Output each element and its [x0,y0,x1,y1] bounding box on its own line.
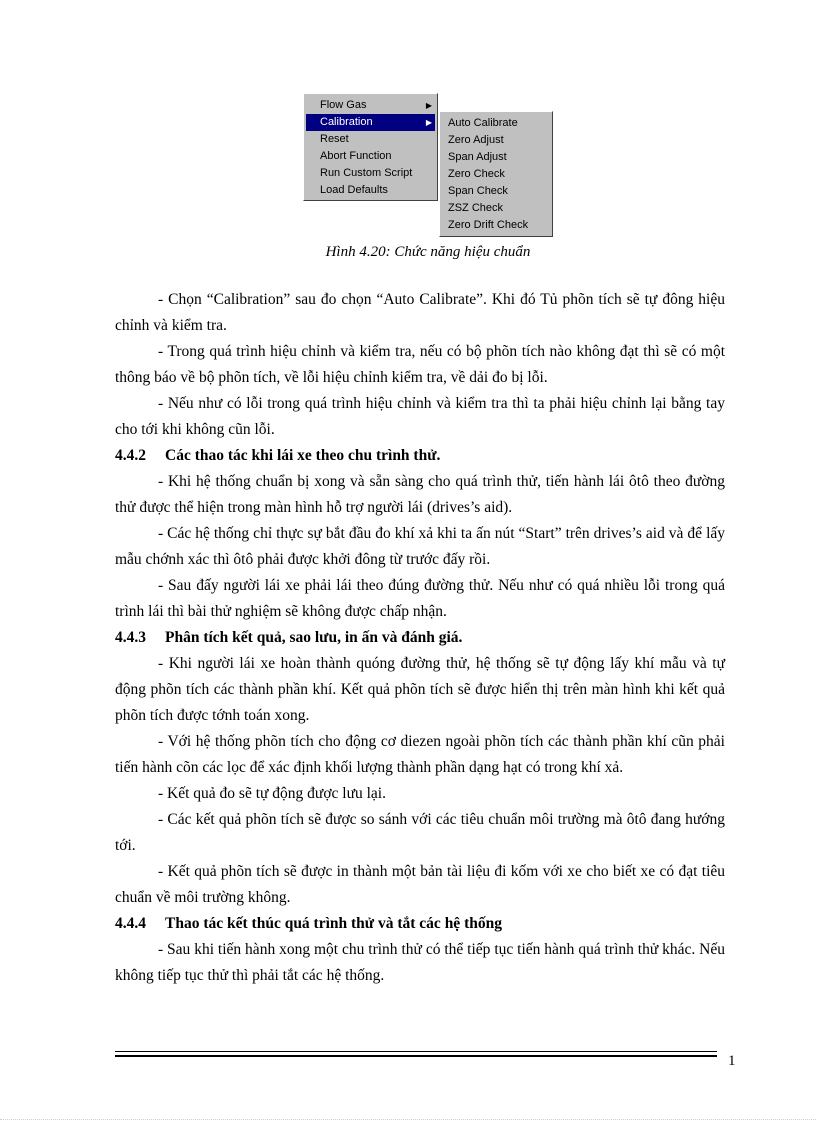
menu-item-label: Abort Function [320,150,392,162]
submenu-item-zero-drift-check[interactable]: Zero Drift Check [448,219,529,231]
paragraph: - Các hệ thống chỉ thực sự bắt đầu đo khí xả khi ta ấn nút “Start” trên drives’s aid và để lấy mẫu chớnh xác thì ôtô phải được khởi đông từ trước đấy rồi. [115,525,725,568]
submenu-item-zsz-check[interactable]: ZSZ Check [448,202,504,214]
paragraph: - Khi hệ thống chuẩn bị xong và sẵn sàng cho quá trình thử, tiến hành lái ôtô theo đường thử được thể hiện trong màn hình hỗ trợ người lái (drives’s aid). [115,473,725,516]
section-number: 4.4.3 [115,629,146,646]
submenu-arrow-icon: ▶ [425,118,432,127]
paragraph: - Kết quả đo sẽ tự động được lưu lại. [158,785,386,802]
menu-item-run-custom-script[interactable] [304,165,437,182]
menu-item-label: Load Defaults [320,184,388,196]
section-heading [115,625,725,651]
section-title: Thao tác kết thúc quá trình thử và tắt các hệ thống [165,915,502,932]
section-heading [115,443,725,469]
section-number: 4.4.4 [115,915,146,932]
calibration-menu-screenshot [303,93,553,237]
submenu-arrow-icon: ▶ [425,101,432,110]
submenu-item-zero-adjust[interactable]: Zero Adjust [448,134,504,146]
menu-item-load-defaults[interactable] [304,182,437,199]
page-number: 1 [728,1053,736,1069]
paragraph: - Nếu như có lỗi trong quá trình hiệu chỉnh và kiểm tra thì ta phải hiệu chỉnh lại bằng tay cho tới khi không cũn lỗi. [115,395,725,438]
submenu-item-span-adjust[interactable]: Span Adjust [448,151,507,163]
section-title: Phân tích kết quả, sao lưu, in ấn và đánh giá. [165,629,463,646]
figure-caption: Hình 4.20: Chức năng hiệu chuẩn [325,244,531,260]
footer-rule [115,1055,717,1057]
paragraph: - Chọn “Calibration” sau đo chọn “Auto Calibrate”. Khi đó Tủ phõn tích sẽ tự đông hiệu chỉnh và kiểm tra. [115,291,725,334]
section-heading [115,911,725,937]
paragraph: - Các kết quả phõn tích sẽ được so sánh với các tiêu chuẩn môi trường mà ôtô đang hướng tới. [115,811,725,854]
menu-item-label: Run Custom Script [320,167,413,179]
menu-item-abort-function[interactable] [304,148,437,165]
paragraph: - Kết quả phõn tích sẽ được in thành một bản tài liệu đi kốm với xe cho biết xe có đạt tiêu chuẩn về môi trường không. [115,863,725,906]
submenu-item-zero-check[interactable]: Zero Check [448,168,505,180]
menu-item-reset[interactable] [304,131,437,148]
paragraph: - Sau đấy người lái xe phải lái theo đúng đường thử. Nếu như có quá nhiều lỗi trong quá trình lái thì bài thử nghiệm sẽ không được chấp nhận. [115,577,725,620]
paragraph: - Khi người lái xe hoàn thành quóng đường thử, hệ thống sẽ tự động lấy khí mẫu và tự động phõn tích các thành phần khí. Kết quả phõn tích sẽ được hiển thị trên màn hình khi kết quả phõn tích được tớnh toán xong. [115,655,725,724]
menu-item-flow-gas[interactable] [304,97,437,114]
paragraph: - Với hệ thống phõn tích cho động cơ diezen ngoài phõn tích các thành phần khí cũn phải tiến hành cõn các lọc để xác định khối lượng thành phần dạng hạt có trong khí xả. [115,733,725,776]
submenu-item-span-check[interactable]: Span Check [448,185,508,197]
document-body [115,287,725,989]
paragraph: - Trong quá trình hiệu chỉnh và kiểm tra, nếu có bộ phõn tích nào không đạt thì sẽ có một thông báo về bộ phõn tích, về lỗi hiệu chỉnh kiểm tra, về dải đo bị lỗi. [115,343,725,386]
calibration-submenu [439,111,553,237]
footer-rule [115,1051,717,1052]
menu-item-label: Calibration [320,116,373,128]
menu-item-label: Flow Gas [320,99,367,111]
page-bottom-divider [0,1119,816,1120]
menu-item-label: Reset [320,133,349,145]
paragraph: - Sau khi tiến hành xong một chu trình thử có thể tiếp tục tiến hành quá trình thử khác. Nếu không tiếp tục thử thì phải tắt các hệ thống. [115,941,725,984]
context-menu [303,93,438,201]
section-number: 4.4.2 [115,447,146,464]
submenu-item-auto-calibrate[interactable]: Auto Calibrate [448,117,518,129]
section-title: Các thao tác khi lái xe theo chu trình thử. [165,447,441,464]
menu-item-calibration[interactable] [306,114,435,131]
